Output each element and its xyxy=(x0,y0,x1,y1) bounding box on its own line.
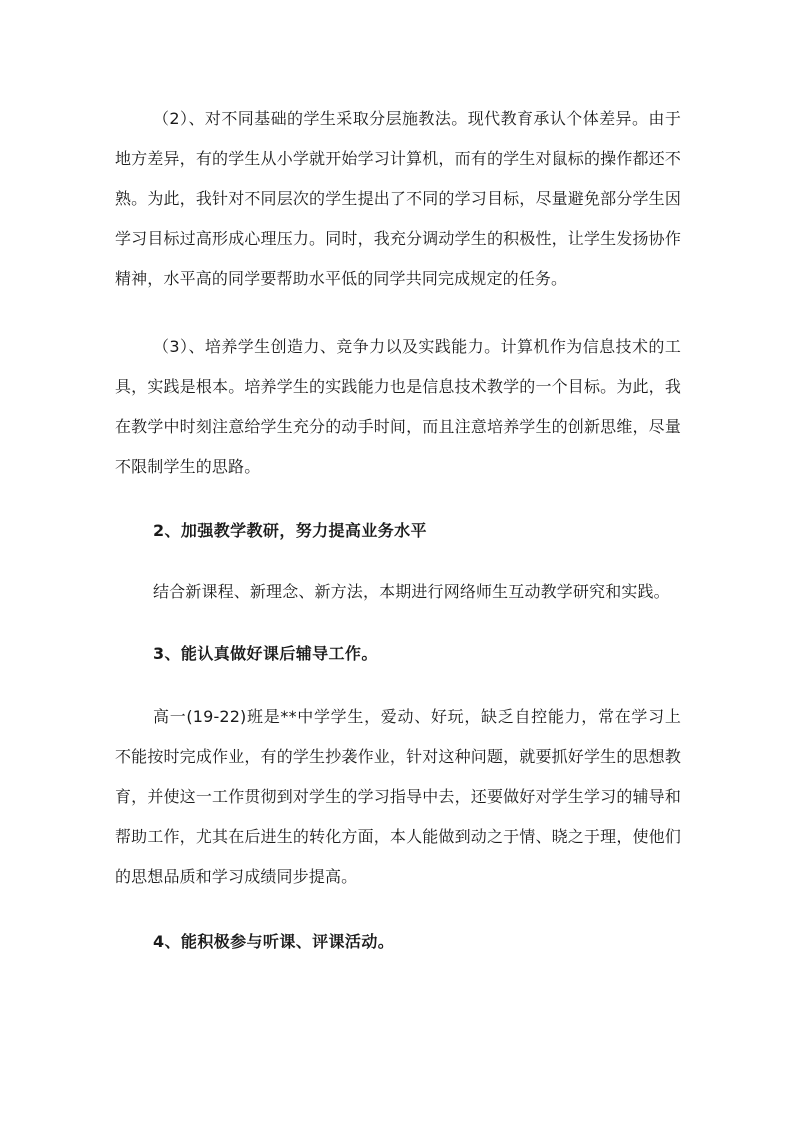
heading-teaching-research: 2、加强教学教研，努力提高业务水平 xyxy=(153,521,427,540)
heading-after-class-tutoring: 3、能认真做好课后辅导工作。 xyxy=(153,644,378,663)
paragraph-after-class-tutoring: 高一(19-22)班是**中学学生，爱动、好玩，缺乏自控能力，常在学习上不能按时完成作业，有的学生抄袭作业，针对这种问题，就要抓好学生的思想教育，并使这一工作贯彻到对学生的学习指导中去，还要做好对学生学习的辅导和帮助工作，尤其在后进生的转化方面，本人能做到动之于情、晓之于理，使他们的思想品质和学习成绩同步提高。 xyxy=(115,707,681,886)
paragraph-creativity-practice: （3）、培养学生创造力、竞争力以及实践能力。计算机作为信息技术的工具，实践是根本。培养学生的实践能力也是信息技术教学的一个目标。为此，我在教学中时刻注意给学生充分的动手时间，而且注意培养学生的创新思维，尽量不限制学生的思路。 xyxy=(115,337,681,476)
heading-lesson-observation: 4、能积极参与听课、评课活动。 xyxy=(153,932,395,951)
paragraph-differentiated-teaching: （2）、对不同基础的学生采取分层施教法。现代教育承认个体差异。由于地方差异，有的学生从小学就开始学习计算机，而有的学生对鼠标的操作都还不熟。为此，我针对不同层次的学生提出了不同的学习目标，尽量避免部分学生因学习目标过高形成心理压力。同时，我充分调动学生的积极性，让学生发扬协作精神，水平高的同学要帮助水平低的同学共同完成规定的任务。 xyxy=(115,109,681,288)
paragraph-teaching-research: 结合新课程、新理念、新方法，本期进行网络师生互动教学研究和实践。 xyxy=(153,582,670,601)
